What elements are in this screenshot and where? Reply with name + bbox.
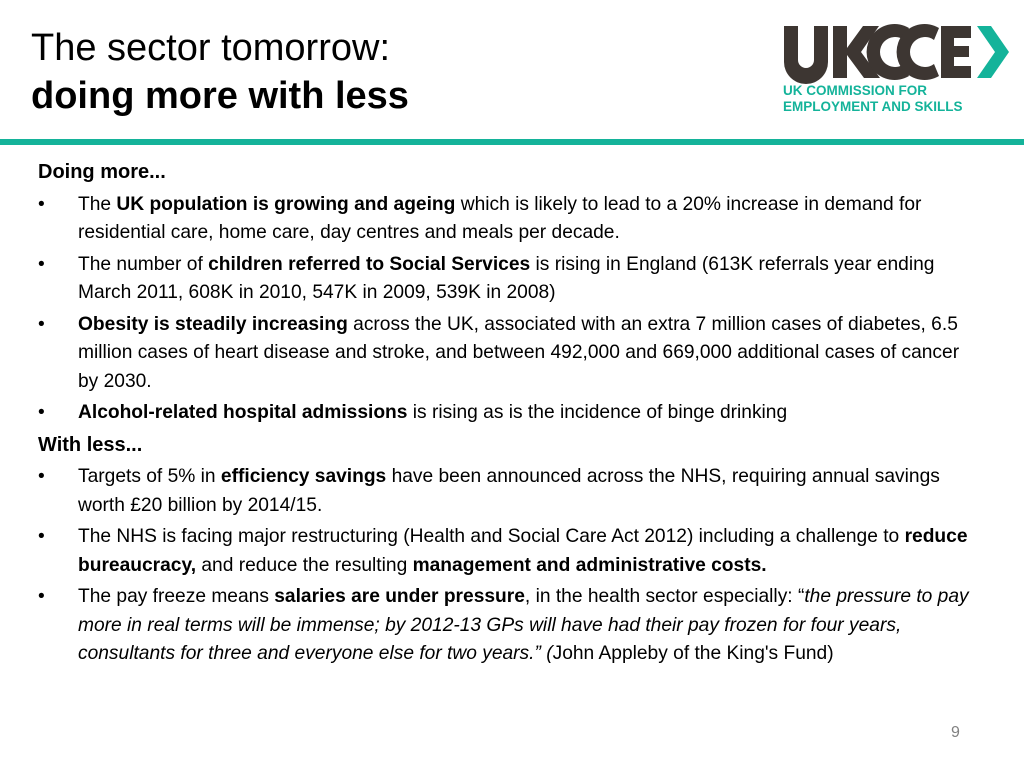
- bullet-list: [38, 463, 978, 669]
- bold-text: salaries are under pressure: [274, 586, 525, 607]
- ukces-logo: [781, 22, 1011, 122]
- bold-text: efficiency savings: [220, 466, 387, 487]
- text-run: , in the health sector especially: “: [524, 586, 805, 607]
- bullet-icon: •: [38, 466, 45, 487]
- text-run: have been announced across the NHS, requiring annual savings worth £20 billion by 2014/15.: [78, 466, 940, 516]
- bullet-item: [38, 523, 978, 580]
- bullet-icon: •: [38, 402, 45, 423]
- bullet-item: [38, 191, 978, 248]
- bullet-item: [38, 251, 978, 308]
- italic-text: the pressure to pay more in real terms will be immense; by 2012-13 GPs will have had their pay frozen for four years, consultants for three and everyone else for two years.” (: [78, 586, 969, 664]
- bullet-list: [38, 191, 978, 428]
- bullet-icon: •: [38, 313, 45, 335]
- slide-title-line1: The sector tomorrow:: [31, 27, 390, 69]
- slide-title-line2: doing more with less: [31, 75, 409, 117]
- bullet-icon: •: [38, 193, 45, 215]
- bold-text: Alcohol-related hospital admissions: [78, 402, 408, 423]
- text-run: which is likely to lead to a 20% increase in demand for residential care, home care, day centres and meals per decade.: [78, 193, 922, 243]
- text-run: and reduce the resulting: [196, 554, 413, 576]
- page-number: 9: [951, 724, 960, 741]
- bold-text: Obesity is steadily increasing: [78, 313, 348, 335]
- bullet-item: [38, 399, 978, 428]
- text-run: across the UK, associated with an extra 7 million cases of diabetes, 6.5 million cases of heart disease and stroke, and between 492,000 and 669,000 additional cases of cancer by 2030.: [78, 313, 960, 392]
- bold-text: management and administrative costs.: [412, 554, 767, 576]
- section-heading: Doing more...: [38, 161, 166, 183]
- text-run: The pay freeze means: [78, 586, 275, 607]
- bullet-icon: •: [38, 253, 45, 275]
- text-run: is rising as is the incidence of binge drinking: [407, 402, 788, 423]
- bullet-item: [38, 311, 978, 397]
- bullet-item: [38, 463, 978, 520]
- bullet-icon: •: [38, 586, 45, 607]
- bold-text: children referred to Social Services: [208, 253, 531, 275]
- bullet-icon: •: [38, 526, 45, 547]
- text-run: The NHS is facing major restructuring (Health and Social Care Act 2012) including a challenge to: [78, 526, 905, 547]
- logo-text-line1: UK COMMISSION FOR: [783, 83, 927, 98]
- bullet-item: [38, 583, 978, 669]
- text-run: The number of: [78, 253, 209, 275]
- slide-body: [38, 158, 978, 672]
- section-doing-more: [38, 158, 978, 428]
- text-run: Targets of 5% in: [78, 466, 221, 487]
- text-run: John Appleby of the King's Fund): [552, 643, 834, 664]
- logo-text-line2: EMPLOYMENT AND SKILLS: [783, 99, 963, 114]
- section-with-less: [38, 431, 978, 669]
- text-run: The: [78, 193, 117, 215]
- section-heading: With less...: [38, 433, 143, 456]
- text-run: is rising in England (613K referrals year ending March 2011, 608K in 2010, 547K in 2009, 539K in 2008): [78, 253, 935, 303]
- accent-bar: [0, 139, 1024, 145]
- bold-text: UK population is growing and ageing: [116, 193, 456, 215]
- bold-text: reduce bureaucracy,: [78, 526, 968, 576]
